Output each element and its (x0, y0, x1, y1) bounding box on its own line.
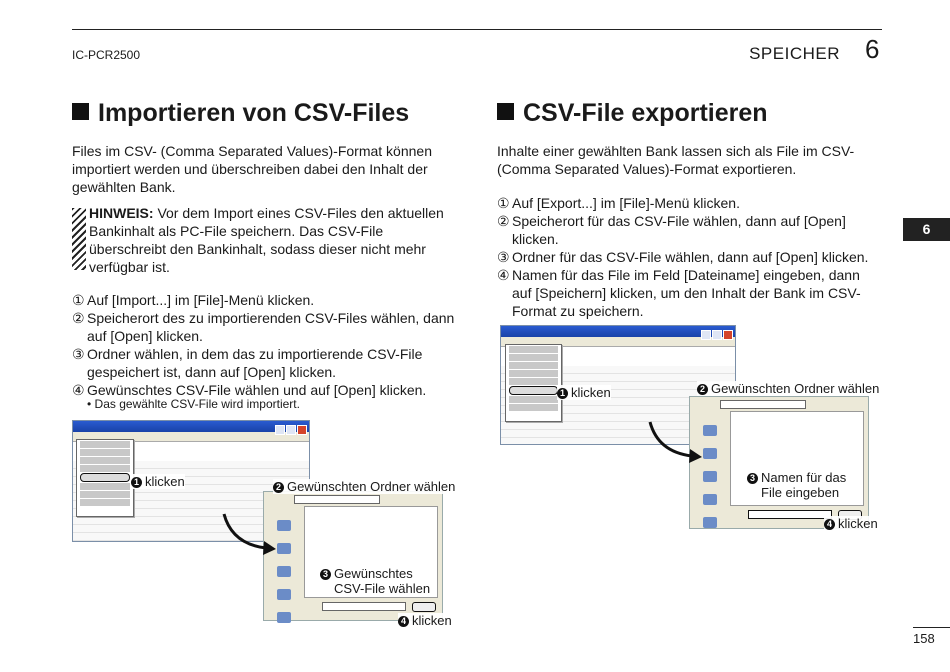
section-title: SPEICHER (749, 44, 840, 63)
list-item: ③ Ordner für das CSV-File wählen, dann auf [Open] klicken. (497, 249, 869, 265)
callout-3-right: 3 Namen für das File eingeben (747, 470, 846, 500)
left-heading-text: Importieren von CSV-Files (98, 99, 410, 127)
right-heading-text: CSV-File exportieren (523, 99, 768, 127)
left-steps (72, 291, 457, 399)
callout-4-right: 4 klicken (824, 516, 878, 531)
list-item: ③ Ordner wählen, in dem das zu importierende CSV-File gespeichert ist, dann auf [Open] klicken. (72, 346, 423, 380)
note-box (72, 204, 457, 276)
arrow-icon (646, 418, 706, 463)
callout-1-left: 1 klicken (131, 474, 185, 489)
note-hatch-icon (72, 208, 86, 270)
note-label: HINWEIS: (89, 205, 154, 221)
chapter-tab: 6 (903, 218, 950, 241)
file-menu-dropdown-right (505, 344, 562, 422)
open-button-highlight (412, 602, 436, 612)
list-item: ① Auf [Export...] im [File]-Menü klicken. (497, 195, 740, 211)
import-menu-item (80, 473, 130, 482)
callout-4-left: 4 klicken (398, 613, 452, 628)
save-dialog-right (689, 396, 869, 529)
left-heading (72, 99, 409, 128)
callout-1-right: 1 klicken (557, 385, 611, 400)
callout-2-right: 2 Gewünschten Ordner wählen (697, 381, 879, 396)
right-heading (497, 99, 768, 128)
square-bullet-icon (72, 103, 89, 120)
arrow-icon (220, 510, 280, 555)
right-steps (497, 194, 882, 320)
open-dialog-left (263, 491, 443, 621)
left-intro: Files im CSV- (Comma Separated Values)-Format können importiert werden und überschreiben dabei den Inhalt der gewählten Bank. (72, 143, 432, 195)
square-bullet-icon (497, 103, 514, 120)
export-menu-item (509, 386, 558, 395)
result-bullet: • Das gewählte CSV-File wird importiert. (87, 397, 300, 411)
header-rule (72, 29, 882, 30)
callout-2-left: 2 Gewünschten Ordner wählen (273, 479, 455, 494)
list-item: ④ Namen für das File im Feld [Dateiname] eingeben, dann auf [Speichern] klicken, um den Inhalt der Bank im CSV-Format zu speichern. (497, 267, 861, 319)
chapter-number: 6 (865, 34, 880, 64)
file-menu-dropdown-left (76, 439, 134, 517)
callout-3-left: 3 Gewünschtes CSV-File wählen (320, 566, 430, 596)
list-item: ② Speicherort des zu importierenden CSV-Files wählen, dann auf [Open] klicken. (72, 310, 455, 344)
model-name: IC-PCR2500 (72, 48, 141, 62)
note-text: Vor dem Import eines CSV-Files den aktuellen Bankinhalt als PC-File speichern. Das CSV-File überschreibt den Bankinhalt, sodass dieser nicht mehr verfügbar ist. (89, 205, 444, 275)
list-item: ① Auf [Import...] im [File]-Menü klicken. (72, 292, 315, 308)
footer-rule (913, 627, 950, 628)
list-item: ② Speicherort für das CSV-File wählen, dann auf [Open] klicken. (497, 213, 846, 247)
list-item: ④ Gewünschtes CSV-File wählen und auf [Open] klicken. (72, 382, 427, 398)
page-number: 158 (913, 631, 935, 646)
right-intro: Inhalte einer gewählten Bank lassen sich als File im CSV- (Comma Separated Values)-Format exportieren. (497, 143, 855, 177)
